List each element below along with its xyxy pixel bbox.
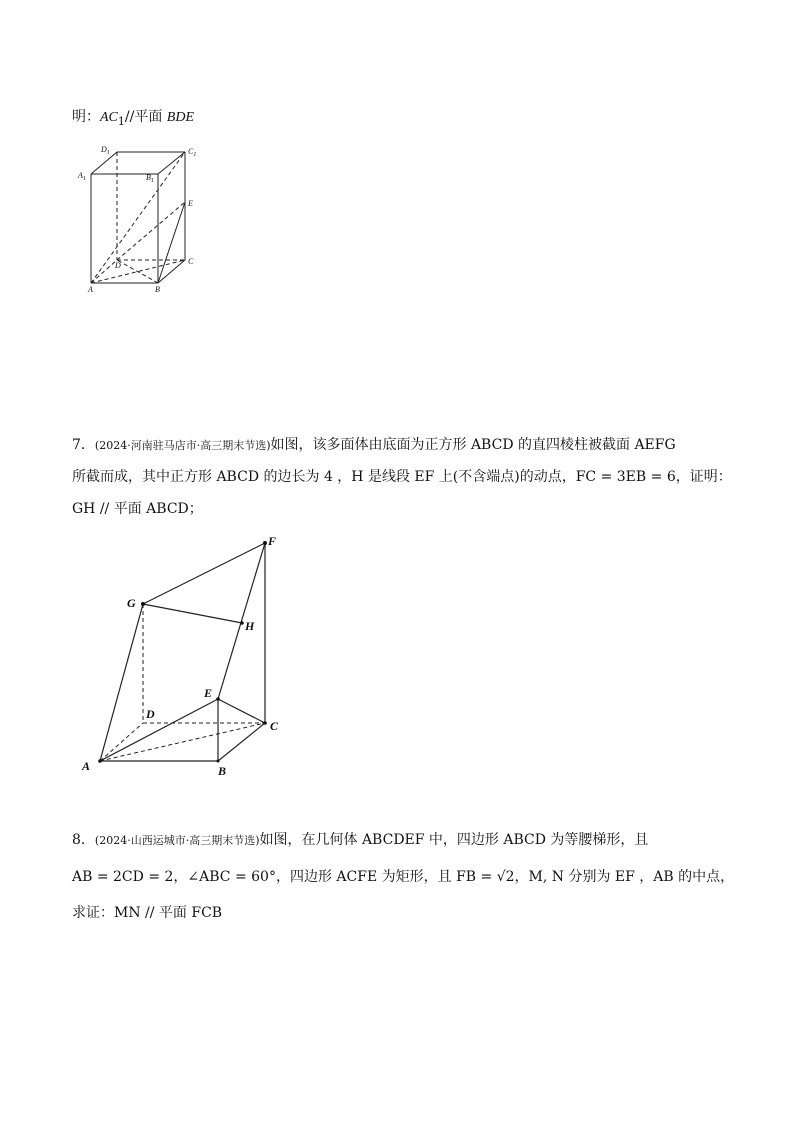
svg-text:C1: $C_1$ [188, 147, 197, 158]
edge-AC [100, 723, 265, 761]
edge-BD [117, 260, 158, 283]
edge-AE [100, 699, 218, 761]
edge-GF [143, 543, 265, 604]
svg-text:B: B [155, 285, 160, 294]
edge-AD [91, 260, 117, 283]
svg-text:B: B [218, 764, 227, 778]
svg-text:H: H [245, 619, 255, 633]
q7-line1: 7．(2024·河南驻马店市·高三期末节选)如图，该多面体由底面为正方形 ABCD 的直四棱柱被截面 AEFG [72, 437, 676, 453]
q8-line2: AB = 2CD = 2，∠ABC = 60°，四边形 ACFE 为矩形，且 FB = √2，M, N 分别为 EF ，AB 的中点， [72, 869, 735, 885]
svg-text:B1: $B_1$ [146, 173, 154, 184]
svg-text:G: G [127, 596, 136, 610]
svg-text:A: A [82, 759, 91, 773]
q6-ac: AC [100, 110, 118, 125]
svg-text:D: D [146, 707, 155, 721]
edge-DE [117, 202, 185, 260]
q7-source: (2024·河南驻马店市·高三期末节选) [94, 439, 271, 452]
svg-text:E: E [188, 199, 193, 208]
svg-text:C: C [188, 257, 194, 266]
svg-text:F: F [268, 534, 277, 548]
q6-statement: 明：$AC_1//$平面 BDE [72, 109, 194, 128]
svg-text:C: C [270, 719, 279, 733]
q7-line2: 所截而成，其中正方形 ABCD 的边长为 4 ，H 是线段 EF 上(不含端点)的动点，FC = 3EB = 6，证明： [72, 469, 732, 485]
svg-text:D1: $D_1$ [101, 145, 110, 156]
q8-line1: 8．(2024·山西运城市·高三期末节选)如图，在几何体 ABCDEF 中，四边形 ABCD 为等腰梯形，且 [72, 832, 649, 848]
q7-line3: GH // 平面 ABCD； [72, 501, 203, 517]
edge-A1D1 [91, 152, 117, 174]
q8-source: (2024·山西运城市·高三期末节选) [94, 834, 260, 847]
edge-EC [218, 699, 265, 723]
edge-AC1 [91, 152, 185, 283]
figure-polyhedron [78, 533, 298, 783]
edge-FE [218, 543, 265, 699]
svg-text:A1: $A_1$ [78, 171, 86, 182]
q8-line3: 求证：MN // 平面 FCB [72, 905, 223, 921]
svg-text:D: D [115, 261, 121, 270]
edge-BC [218, 723, 265, 761]
svg-text:E: E [204, 686, 213, 700]
edge-AG [100, 604, 143, 761]
figure-cuboid [75, 140, 215, 300]
edge-GH [143, 604, 242, 623]
svg-text:A: A [88, 285, 93, 294]
edge-B1C1 [158, 152, 185, 174]
